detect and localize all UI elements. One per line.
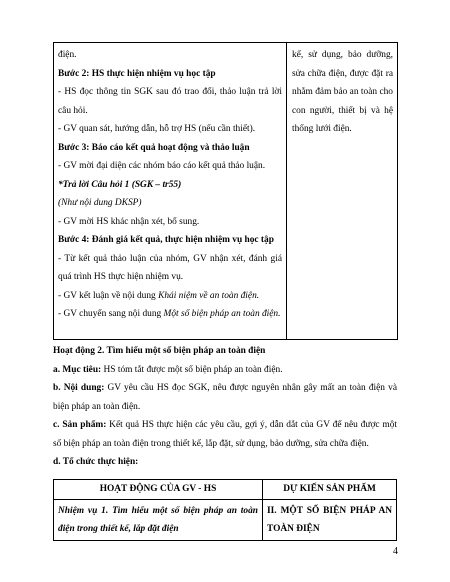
step-4-item-2 <box>58 287 282 306</box>
section-ii-cell: II. MỘT SỐ BIỆN PHÁP AN TOÀN ĐIỆN <box>263 500 397 541</box>
organization-heading: d. Tổ chức thực hiện: <box>53 457 139 467</box>
product-text: Kết quả HS thực hiện các yêu cầu, gợi ý, dẫn dắt của GV để nêu được một số biện pháp an toàn điện trong thiết kế, lắp đặt, sử dụng, bảo dưỡng, sửa chữa điện. <box>53 420 397 449</box>
header-expected-product: DỰ KIẾN SẢN PHẨM <box>263 480 397 500</box>
activity-2-table <box>53 479 397 541</box>
product-label: c. Sản phẩm: <box>53 420 107 430</box>
step-2-heading: Bước 2: HS thực hiện nhiệm vụ học tập <box>58 68 216 79</box>
step-3-item-2: - GV mời HS khác nhận xét, bổ sung. <box>58 216 200 227</box>
task-1-cell: Nhiệm vụ 1. Tìm hiểu một số biện pháp an toàn điện trong thiết kế, lắp đặt điện <box>54 500 263 541</box>
step-3-item-1: - GV mời đại diện các nhóm báo cáo kết quả thảo luận. <box>58 161 266 171</box>
activity-2-section <box>53 342 397 472</box>
objective-para <box>53 361 397 380</box>
content-text: GV yêu cầu HS đọc SGK, nêu được nguyên nhân gây mất an toàn điện và biện pháp an toàn điện. <box>53 383 397 412</box>
step-4-item-3 <box>58 305 282 324</box>
answer-note: (Như nội dung DKSP) <box>58 198 142 208</box>
header-teacher-student-activity: HOẠT ĐỘNG CỦA GV - HS <box>54 480 263 500</box>
conclusion-topic: Khái niệm về an toàn điện. <box>158 290 260 301</box>
objective-text: HS tóm tắt được một số biện pháp an toàn điện. <box>101 364 283 375</box>
teacher-student-activity-cell <box>54 43 287 340</box>
transition-topic: Một số biện pháp an toàn điện. <box>163 309 281 319</box>
step-2-item-2: - GV quan sát, hướng dẫn, hỗ trợ HS (nếu cần thiết). <box>58 124 256 134</box>
conclusion-prefix: - GV kết luận về nội dung <box>58 290 159 301</box>
content-label: b. Nội dung: <box>53 383 105 393</box>
product-para <box>53 416 397 453</box>
activity-2-heading: Hoạt động 2. Tìm hiểu một số biện pháp an toàn điện <box>53 346 266 356</box>
transition-prefix: - GV chuyển sang nội dung <box>58 309 164 319</box>
step-4-item-1: - Từ kết quả thảo luận của nhóm, GV nhận xét, đánh giá quá trình HS thực hiện nhiệm vụ. <box>58 253 282 282</box>
step-2-item-1: - HS đọc thông tin SGK sau đó trao đổi, thảo luận trả lời câu hỏi. <box>58 87 282 116</box>
objective-label: a. Mục tiêu: <box>53 364 102 375</box>
expected-product-cell <box>287 43 398 340</box>
page-number: 4 <box>393 546 398 557</box>
step-3-heading: Bước 3: Báo cáo kết quả hoạt động và thảo luận <box>58 142 250 153</box>
activity-table-continued <box>53 42 398 340</box>
step-4-heading: Bước 4: Đánh giá kết quả, thực hiện nhiệm vụ học tập <box>58 235 274 245</box>
expected-product-text: kế, sử dụng, bảo dưỡng, sửa chữa điện, được đặt ra nhằm đảm bảo an toàn cho con người, thiết bị và hệ thống lưới điện. <box>292 50 393 134</box>
content-para <box>53 379 397 416</box>
para-dien: điện. <box>58 50 77 60</box>
answer-question-1: *Trả lời Câu hỏi 1 (SGK – tr55) <box>58 179 182 190</box>
